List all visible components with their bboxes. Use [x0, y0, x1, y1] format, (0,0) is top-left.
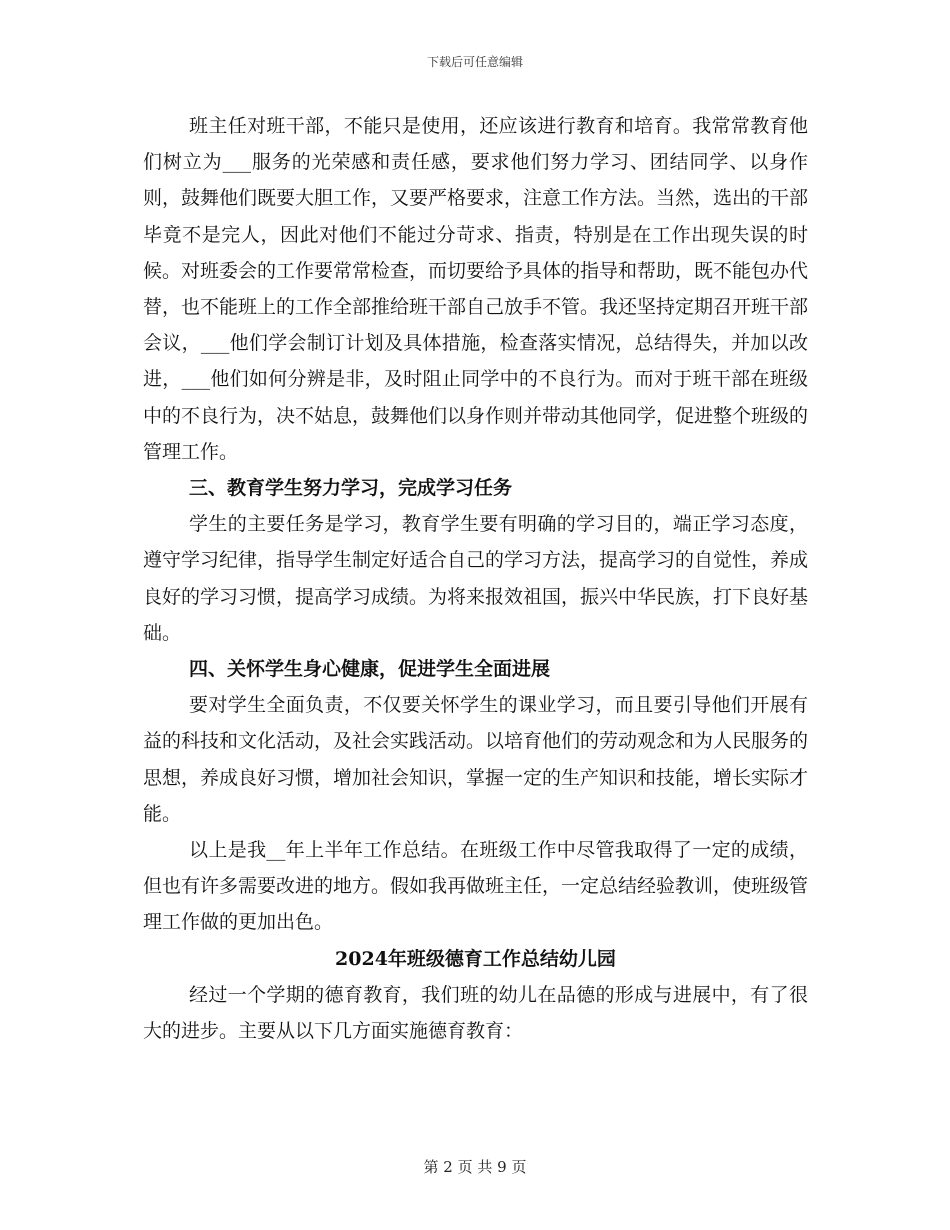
page-footer: 第 2 页 共 9 页: [423, 1158, 527, 1176]
document-body: [143, 108, 808, 1049]
paragraph-health: 要对学生全面负责，不仅要关怀学生的课业学习，而且要引导他们开展有益的科技和文化活动，及社会实践活动。以培育他们的劳动观念和为人民服务的思想，养成良好习惯，增加社会知识，掌握一定的生产知识和技能，增长实际才能。: [143, 694, 809, 825]
paragraph-study: 学生的主要任务是学习，教育学生要有明确的学习目的，端正学习态度，遵守学习纪律，指导学生制定好适合自己的学习方法，提高学习的自觉性，养成良好的学习习惯，提高学习成绩。为将来报效祖国，振兴中华民族，打下良好基础。: [143, 513, 809, 644]
paragraph-summary: 以上是我__年上半年工作总结。在班级工作中尽管我取得了一定的成绩，但也有许多需要改进的地方。假如我再做班主任，一定总结经验教训，使班级管理工作做的更加出色。: [143, 839, 809, 934]
section-heading-3: 三、教育学生努力学习，完成学习任务: [189, 477, 513, 500]
paragraph-class-cadres: 班主任对班干部，不能只是使用，还应该进行教育和培育。我常常教育他们树立为___服务的光荣感和责任感，要求他们努力学习、团结同学、以身作则，鼓舞他们既要大胆工作，又要严格要求，注意工作方法。当然，选出的干部毕竟不是完人，因此对他们不能过分苛求、指责，特别是在工作出现失误的时候。对班委会的工作要常常检查，而切要给予具体的指导和帮助，既不能包办代替，也不能班上的工作全部推给班干部自己放手不管。我还坚持定期召开班干部会议，___他们学会制订计划及具体措施，检查落实情况，总结得失，并加以改进，___他们如何分辨是非，及时阻止同学中的不良行为。而对于班干部在班级中的不良行为，决不姑息，鼓舞他们以身作则并带动其他同学，促进整个班级的管理工作。: [143, 115, 809, 463]
page-header: 下载后可任意编辑: [426, 55, 523, 69]
paragraph-kindergarten-intro: 经过一个学期的德育教育，我们班的幼儿在品德的形成与进展中，有了很大的进步。主要从以下几方面实施德育教育：: [143, 983, 808, 1043]
section-heading-4: 四、关怀学生身心健康，促进学生全面进展: [189, 658, 551, 681]
document-subtitle: 2024年班级德育工作总结幼儿园: [335, 947, 616, 970]
